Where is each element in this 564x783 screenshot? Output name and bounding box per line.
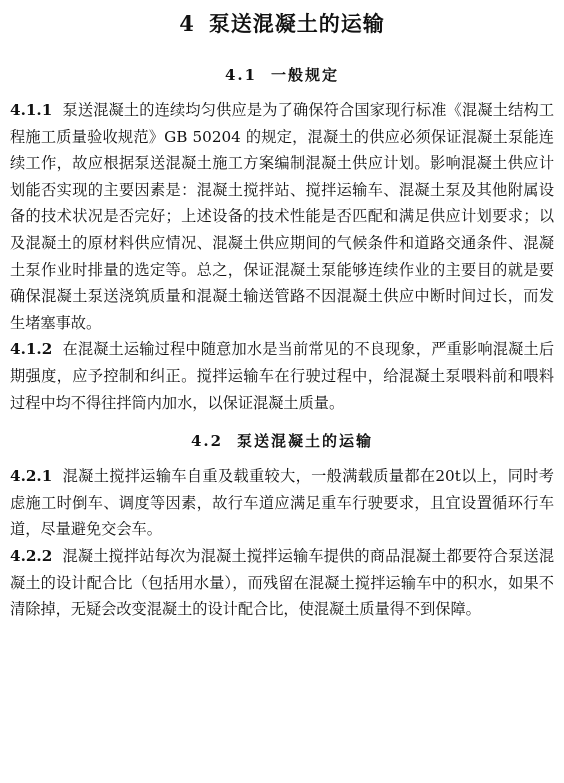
- section-title-text: 一般规定: [271, 66, 340, 84]
- chapter-title: [10, 8, 554, 38]
- clause-text: 在混凝土运输过程中随意加水是当前常见的不良现象，严重影响混凝土后期强度，应予控制和纠正。搅拌运输车在行驶过程中，给混凝土泵喂料前和喂料过程中均不得往拌筒内加水，以保证混凝土质量。: [10, 340, 554, 412]
- clause-text: 泵送混凝土的连续均匀供应是为了确保符合国家现行标准《混凝土结构工程施工质量验收规范》GB 50204 的规定，混凝土的供应必须保证混凝土泵能连续工作，故应根据泵送混凝土施工方案编制混凝土供应计划。影响混凝土供应计划能否实现的主要因素是：混凝土搅拌站、搅拌运输车、混凝土泵及其他附属设备的技术状况是否完好；上述设备的技术性能是否匹配和满足供应计划要求；以及混凝土的原材料供应情况、混凝土供应期间的气候条件和道路交通条件、混凝土泵作业时排量的选定等。总之，保证混凝土泵能够连续作业的主要目的就是要确保混凝土泵送浇筑质量和混凝土输送管路不因混凝土供应中断时间过长，而发生堵塞事故。: [10, 101, 554, 332]
- section-title-4-1: [10, 64, 554, 85]
- section-number: 4.1: [224, 66, 258, 84]
- clause-number: 4.1.1: [10, 101, 53, 119]
- section-number: 4.2: [190, 432, 224, 451]
- clause-4-1-1: [10, 97, 554, 336]
- clause-text: 混凝土搅拌站每次为混凝土搅拌运输车提供的商品混凝土都要符合泵送混凝土的设计配合比（包括用水量），而残留在混凝土搅拌运输车中的积水，如果不清除掉，无疑会改变混凝土的设计配合比，使混凝土质量得不到保障。: [10, 546, 554, 619]
- clause-4-2-2: [10, 543, 554, 623]
- clause-4-1-2: [10, 336, 554, 416]
- chapter-number: 4: [179, 11, 195, 36]
- clause-text: 混凝土搅拌运输车自重及载重较大，一般满载质量都在20t以上，同时考虑施工时倒车、调度等因素，故行车道应满足重车行驶要求，且宜设置循环行车道，尽量避免交会车。: [10, 467, 554, 539]
- section-title-4-2: [10, 430, 554, 451]
- section-title-text: 泵送混凝土的运输: [237, 432, 374, 451]
- clause-4-2-1: [10, 463, 554, 543]
- clause-number: 4.2.2: [10, 546, 53, 565]
- chapter-title-text: 泵送混凝土的运输: [208, 11, 385, 36]
- clause-number: 4.2.1: [10, 467, 53, 486]
- clause-number: 4.1.2: [10, 340, 53, 359]
